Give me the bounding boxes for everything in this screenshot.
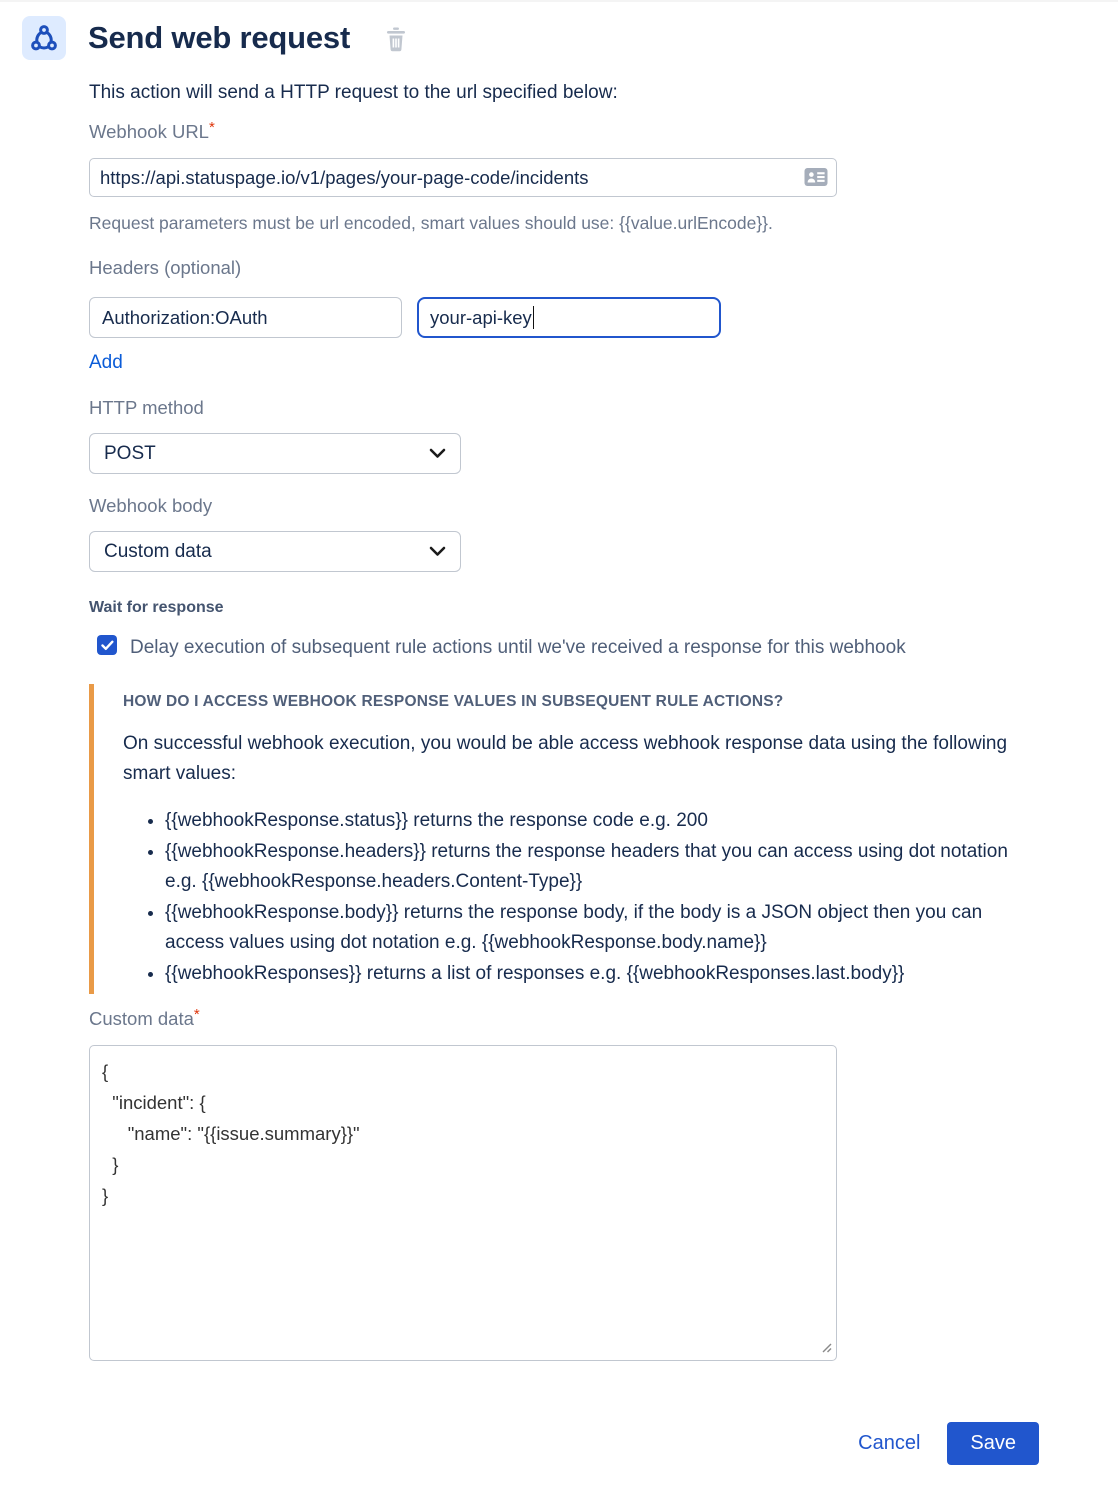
list-item: • {{webhookResponses}} returns a list of responses e.g. {{webhookResponses.last.body}} bbox=[165, 959, 1013, 989]
action-description: This action will send a HTTP request to the url specified below: bbox=[89, 82, 618, 103]
webhook-url-input[interactable] bbox=[89, 158, 837, 197]
headers-label: Headers (optional) bbox=[89, 257, 242, 278]
smart-values-card-icon[interactable] bbox=[804, 167, 828, 192]
webhook-body-select[interactable] bbox=[89, 531, 461, 572]
cancel-button[interactable]: Cancel bbox=[858, 1432, 921, 1454]
delay-execution-label: Delay execution of subsequent rule actions until we've received a response for this webhook bbox=[130, 637, 906, 658]
chevron-down-icon bbox=[429, 443, 446, 465]
webhook-body-label: Webhook body bbox=[89, 495, 213, 516]
required-marker: * bbox=[208, 119, 215, 136]
delay-execution-checkbox[interactable] bbox=[97, 635, 117, 655]
custom-data-textarea[interactable] bbox=[89, 1045, 837, 1361]
required-marker: * bbox=[193, 1006, 200, 1023]
check-icon bbox=[101, 640, 114, 651]
webhook-response-info-panel bbox=[89, 684, 1039, 994]
action-header bbox=[0, 2, 1118, 60]
info-panel-heading: HOW DO I ACCESS WEBHOOK RESPONSE VALUES IN SUBSEQUENT RULE ACTIONS? bbox=[123, 693, 784, 710]
page-title: Send web request bbox=[88, 20, 351, 55]
trash-icon[interactable] bbox=[384, 26, 408, 57]
chevron-down-icon bbox=[429, 541, 446, 563]
text-caret bbox=[533, 306, 535, 329]
smart-values-list bbox=[123, 806, 1013, 989]
add-header-link[interactable]: Add bbox=[89, 352, 123, 373]
webhook-icon bbox=[22, 16, 66, 60]
wait-for-response-label: Wait for response bbox=[89, 599, 224, 616]
custom-data-label: Custom data* bbox=[89, 1006, 200, 1029]
list-item: • {{webhookResponse.body}} returns the response body, if the body is a JSON object then you can access values using dot notation e.g. {{webhookResponse.body.name}} bbox=[165, 898, 1013, 958]
info-panel-intro: On successful webhook execution, you would be able access webhook response data using the following smart values: bbox=[123, 733, 1008, 784]
header-value-text: your-api-key bbox=[430, 306, 532, 328]
http-method-select[interactable] bbox=[89, 433, 461, 474]
resize-handle-icon[interactable] bbox=[819, 1340, 832, 1358]
webhook-url-help: Request parameters must be url encoded, smart values should use: {{value.urlEncode}}. bbox=[89, 213, 773, 233]
header-key-input[interactable] bbox=[89, 297, 402, 338]
http-method-value: POST bbox=[104, 442, 156, 464]
header-value-input[interactable] bbox=[417, 297, 721, 338]
http-method-label: HTTP method bbox=[89, 397, 204, 418]
save-button[interactable]: Save bbox=[947, 1422, 1039, 1465]
list-item: • {{webhookResponse.headers}} returns the response headers that you can access using dot notation e.g. {{webhookResponse.headers.Content-Type}} bbox=[165, 837, 1013, 897]
webhook-body-value: Custom data bbox=[104, 540, 212, 562]
list-item: • {{webhookResponse.status}} returns the response code e.g. 200 bbox=[165, 806, 1013, 836]
webhook-url-label: Webhook URL* bbox=[89, 119, 215, 142]
